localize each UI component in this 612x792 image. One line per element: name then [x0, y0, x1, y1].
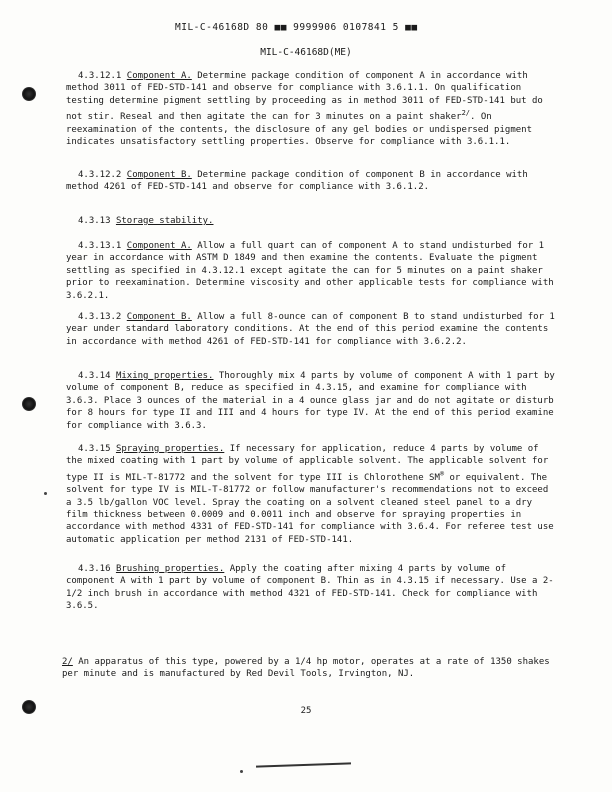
paragraph-4-3-12-2 [66, 169, 556, 194]
registered-mark: ® [439, 469, 445, 478]
paragraph-4-3-12-1 [66, 70, 556, 148]
paragraph-body: Determine package condition of component A in accordance with method 3011 of FED-STD-141 and observe for compliance with 3.6.1.1. On qualification testing determine pigment settling by proceeding as in method 3011 of FED-STD-141 but do not stir. Reseal and then agitate the can for 3 minutes on a paint shaker [66, 71, 543, 123]
footnote-marker: 2/ [62, 657, 73, 667]
paragraph-title: Storage stability. [115, 216, 214, 226]
scan-speck [44, 492, 47, 495]
footnote [62, 656, 562, 681]
paragraph-body: Determine package condition of component B in accordance with method 4261 of FED-STD-141 and observe for compliance with 3.6.1.2. [66, 170, 528, 193]
paragraph-body: Thoroughly mix 4 parts by volume of component A with 1 part by volume of component B, reduce as specified in 4.3.15, and examine for compliance with 3.6.3. Place 3 ounces of the material in a 4 ounce glass jar and do not agitate or disturb for 8 hours for type II and III and 4 hours for type IV. At the end of this period examine for compliance with 3.6.3. [66, 371, 555, 431]
paragraph-title: Spraying properties. [115, 444, 225, 454]
paragraph-title: Mixing properties. [115, 371, 214, 381]
paragraph-number: 4.3.13.1 [78, 241, 122, 251]
paragraph-title: Brushing properties. [115, 564, 225, 574]
paragraph-4-3-16 [66, 563, 556, 613]
paragraph-number: 4.3.13 [78, 216, 111, 226]
paragraph-4-3-14 [66, 370, 556, 432]
paragraph-4-3-13-2 [66, 311, 556, 348]
paragraph-body: Allow a full quart can of component A to stand undisturbed for 1 year in accordance with ASTM D 1849 and then examine the contents. Evaluate the pigment settling as specified in 4.3.12.1 except agitate the can for 5 minutes on a paint shaker prior to reexamination. Determine viscosity and other applicable tests for compliance with 3.6.2.1. [66, 241, 554, 301]
paragraph-4-3-13-1 [66, 240, 556, 302]
paragraph-title: Component A. [126, 241, 192, 251]
paragraph-body: If necessary for application, reduce 4 parts by volume of the mixed coating with 1 part by volume of applicable solvent. The applicable solvent for type II is MIL-T-81772 and the solvent for type III is Chlorothene SM [66, 444, 549, 483]
page-number: 25 [300, 706, 312, 716]
footnote-reference: 2/ [461, 109, 470, 118]
paragraph-4-3-13 [66, 215, 556, 227]
paragraph-body-continued: . On reexamination of the contents, the disclosure of any gel bodies or undispersed pigment indicates unsatisfactory settling properties. Observe for compliance with 3.6.1.1. [66, 112, 532, 148]
binder-hole-middle [22, 397, 36, 411]
paragraph-number: 4.3.15 [78, 444, 111, 454]
paragraph-body-continued: or equivalent. The solvent for type IV is MIL-T-81772 or follow manufacturer's recommendations not to exceed a 3.5 lb/gallon VOC level. Spray the coating on a solvent cleaned steel panel to a dry film thickness between 0.0009 and 0.0011 inch and observe for spraying properties in accordance with method 4331 of FED-STD-141 for compliance with 3.6.4. For referee test use automatic application per method 2131 of FED-STD-141. [66, 472, 554, 545]
paragraph-number: 4.3.14 [78, 371, 111, 381]
pen-stroke [256, 762, 351, 767]
binder-hole-bottom [22, 700, 36, 714]
binder-hole-top [22, 87, 36, 101]
paragraph-number: 4.3.16 [78, 564, 111, 574]
paragraph-title: Component A. [126, 71, 192, 81]
paragraph-body: Allow a full 8-ounce can of component B to stand undisturbed for 1 year under standard laboratory conditions. At the end of this period examine the contents in accordance with method 4261 of FED-STD-141 for compliance with 3.6.2.2. [66, 312, 555, 347]
paragraph-title: Component B. [126, 312, 192, 322]
paragraph-number: 4.3.12.2 [78, 170, 122, 180]
paragraph-number: 4.3.12.1 [78, 71, 122, 81]
footnote-text: An apparatus of this type, powered by a 1/4 hp motor, operates at a rate of 1350 shakes per minute and is manufactured by Red Devil Tools, Irvington, NJ. [62, 657, 550, 680]
paragraph-4-3-15 [66, 443, 556, 546]
document-number: MIL-C-46168D(ME) [260, 47, 352, 58]
scan-speck [240, 770, 243, 773]
paragraph-number: 4.3.13.2 [78, 312, 122, 322]
header-code-line: MIL-C-46168D 80 ■■ 9999906 0107841 5 ■■ [175, 22, 418, 33]
paragraph-title: Component B. [126, 170, 192, 180]
paragraph-body: Apply the coating after mixing 4 parts by volume of component A with 1 part by volume of component B. Thin as in 4.3.15 if necessary. Use a 2-1/2 inch brush in accordance with method 4321 of FED-STD-141. Check for compliance with 3.6.5. [66, 564, 554, 612]
